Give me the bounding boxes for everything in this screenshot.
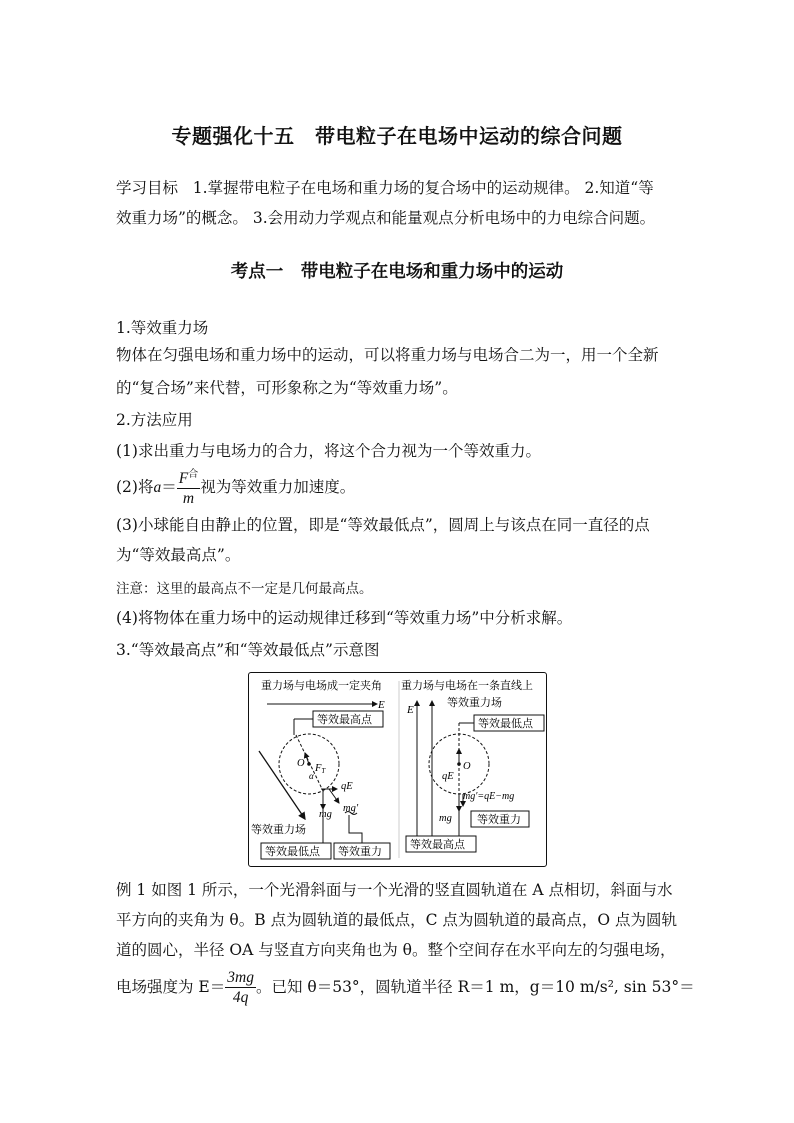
left-ft-label xyxy=(314,763,326,775)
left-box-lowest-text: 等效最低点 xyxy=(265,846,320,858)
left-ft-sub: T xyxy=(321,767,326,775)
left-equiv-gravity-field: 等效重力场 xyxy=(251,824,306,836)
left-mgp-arrow xyxy=(329,789,339,803)
left-mgp-label: mg′ xyxy=(343,803,359,814)
left-caption: 重力场与电场成一定夹角 xyxy=(261,680,382,692)
item1-line2: 的“复合场”来代替，可形象称之为“等效重力场”。 xyxy=(116,379,458,397)
right-field-label: 等效重力场 xyxy=(447,697,502,709)
learning-goals-line2: 效重力场”的概念。 3.会用动力学观点和能量观点分析电场中的力电综合问题。 xyxy=(116,209,656,227)
right-eq-label: mg′=qE−mg xyxy=(463,791,515,802)
step2-fraction xyxy=(177,466,200,508)
step2-num-sub: 合 xyxy=(188,468,199,480)
learning-goals-label: 学习目标 xyxy=(116,179,179,197)
example-line3: 道的圆心，半径 OA 与竖直方向夹角也为 θ。整个空间存在水平向左的匀强电场， xyxy=(116,941,676,959)
section-heading: 考点一 带电粒子在电场和重力场中的运动 xyxy=(230,262,564,282)
right-o-label: O xyxy=(463,761,471,772)
example-line2: 平方向的夹角为 θ。B 点为圆轨道的最低点，C 点为圆轨道的最高点，O 点为圆轨 xyxy=(116,911,677,929)
example-line4 xyxy=(116,964,695,1010)
right-box-gravity-text: 等效重力 xyxy=(477,814,521,826)
learning-goals-text1: 1.掌握带电粒子在电场和重力场的复合场中的运动规律。 2.知道“等 xyxy=(192,179,654,197)
page-title: 专题强化十五 带电粒子在电场中运动的综合问题 xyxy=(171,124,623,148)
learning-goals-line1 xyxy=(116,176,654,201)
right-qe-label: qE xyxy=(442,771,454,782)
left-e-label: E xyxy=(378,699,385,711)
item1-line1: 物体在匀强电场和重力场中的运动，可以将重力场与电场合二为一，用一个全新 xyxy=(116,346,659,364)
left-box-gravity-text: 等效重力 xyxy=(338,846,382,858)
example-line4-suffix: 。已知 θ＝53°，圆轨道半径 R＝1 m，g＝10 m/s², sin 53°＝ xyxy=(255,977,695,996)
right-box-highest-text: 等效最高点 xyxy=(410,839,465,851)
example-line4-prefix: 电场强度为 E＝ xyxy=(116,977,226,996)
step2-num: F xyxy=(178,470,189,488)
item1-title: 1.等效重力场 xyxy=(116,319,209,337)
right-caption: 重力场与电场在一条直线上 xyxy=(401,680,533,692)
step2-suffix: 视为等效重力加速度。 xyxy=(200,477,356,496)
example-fraction xyxy=(225,968,256,1007)
left-o-label: O xyxy=(297,758,305,769)
left-box-highest-text: 等效最高点 xyxy=(317,714,372,726)
step2-eq: ＝ xyxy=(161,477,177,496)
right-box-lowest-text: 等效最低点 xyxy=(478,718,533,730)
method-step1: (1)求出重力与电场力的合力，将这个合力视为一个等效重力。 xyxy=(116,442,541,460)
left-gravity-connector xyxy=(349,815,362,843)
example-fraction-den: 4q xyxy=(232,988,249,1006)
diagram-svg xyxy=(249,673,546,866)
left-alpha-label: α xyxy=(309,771,314,781)
method-step4: (4)将物体在重力场中的运动规律迁移到“等效重力场”中分析求解。 xyxy=(116,609,573,627)
note-text: 注意：这里的最高点不一定是几何最高点。 xyxy=(116,581,373,597)
method-step3-line2: 为“等效最高点”。 xyxy=(116,546,241,564)
example-line1: 例 1 如图 1 所示，一个光滑斜面与一个光滑的竖直圆轨道在 A 点相切，斜面与水 xyxy=(116,881,673,899)
method-step2 xyxy=(116,464,355,510)
item2-title: 2.方法应用 xyxy=(116,411,193,429)
left-mg-label: mg xyxy=(319,809,332,820)
step2-a: a xyxy=(153,478,162,496)
left-qe-label: qE xyxy=(341,781,353,792)
right-mg-label: mg xyxy=(439,813,452,824)
example-fraction-num: 3mg xyxy=(227,968,254,986)
equivalent-field-diagram xyxy=(248,672,547,867)
left-ft-f: F xyxy=(315,763,322,774)
step2-den: m xyxy=(182,490,195,508)
right-e-label: E xyxy=(407,704,414,716)
step2-prefix: (2)将 xyxy=(116,477,154,496)
left-ft-arrow xyxy=(305,753,309,764)
method-step3-line1: (3)小球能自由静止的位置，即是“等效最低点”，圆周上与该点在同一直径的点 xyxy=(116,516,650,534)
item3-title: 3.“等效最高点”和“等效最低点”示意图 xyxy=(116,641,380,659)
